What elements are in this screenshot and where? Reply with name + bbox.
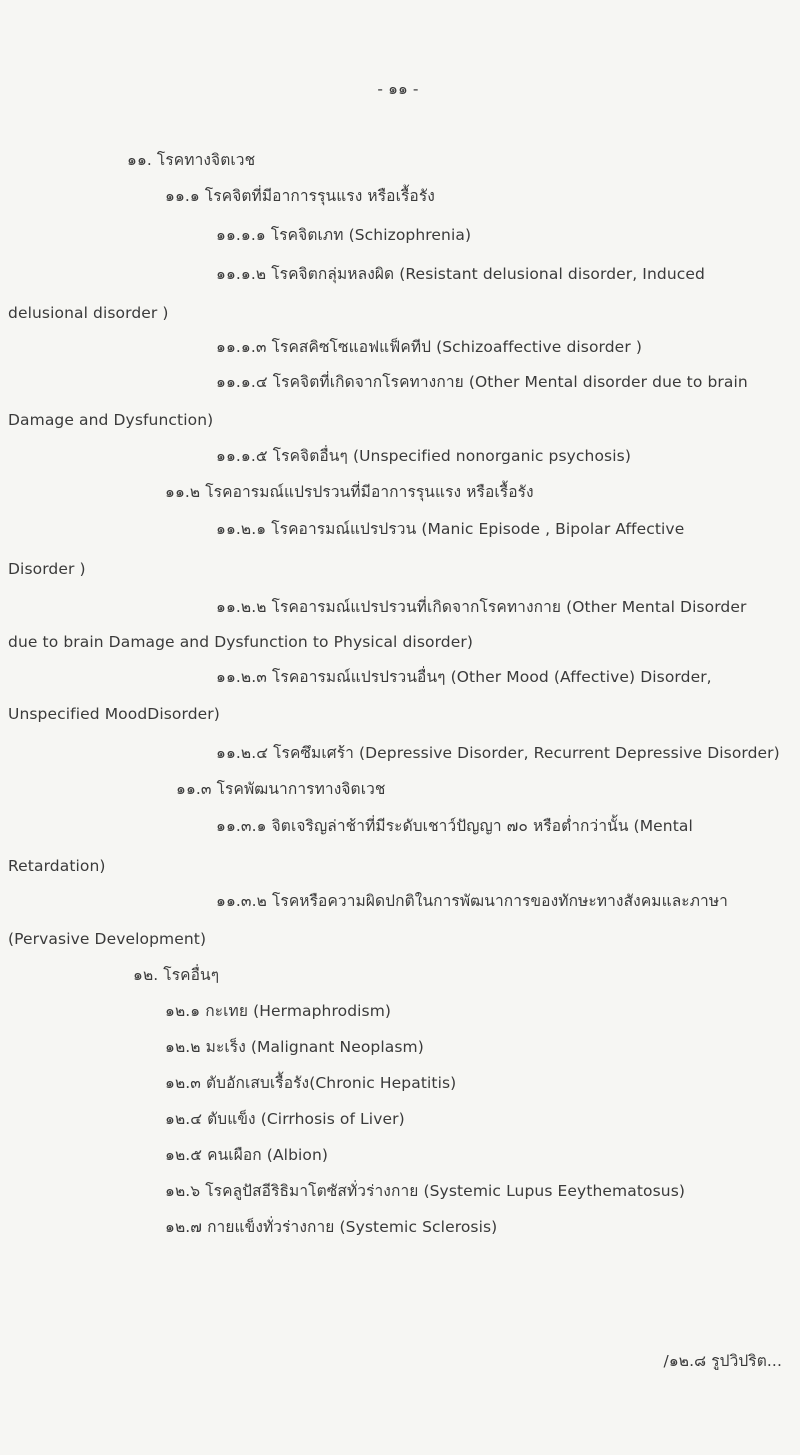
item-11-2-4: ๑๑.๒.๔ โรคซึมเศร้า (Depressive Disorder, Recurrent Depressive Disorder) — [216, 744, 780, 762]
item-12-5: ๑๒.๕ คนเผือก (Albion) — [165, 1146, 329, 1164]
item-12-1: ๑๒.๑ กะเทย (Hermaphrodism) — [165, 1002, 392, 1020]
page-number: - ๑๑ - — [377, 80, 419, 98]
item-11-3-2-continued: (Pervasive Development) — [8, 930, 207, 948]
item-11-1-2: ๑๑.๑.๒ โรคจิตกลุ่มหลงผิด (Resistant delusional disorder, Induced — [216, 265, 705, 283]
item-11-1-4: ๑๑.๑.๔ โรคจิตที่เกิดจากโรคทางกาย (Other Mental disorder due to brain — [216, 373, 748, 391]
section-12-heading: ๑๒. โรคอื่นๆ — [133, 966, 220, 984]
item-11-1-2-continued: delusional disorder ) — [8, 304, 169, 322]
item-12-6: ๑๒.๖ โรคลูปัสอีริธิมาโตซัสทั่วร่างกาย (Systemic Lupus Eeythematosus) — [165, 1182, 686, 1200]
item-12-3: ๑๒.๓ ตับอักเสบเรื้อรัง(Chronic Hepatitis) — [165, 1074, 457, 1092]
item-12-2: ๑๒.๒ มะเร็ง (Malignant Neoplasm) — [165, 1038, 424, 1056]
item-11-2-3-continued: Unspecified MoodDisorder) — [8, 705, 220, 723]
item-11-2-3: ๑๑.๒.๓ โรคอารมณ์แปรปรวนอื่นๆ (Other Mood (Affective) Disorder, — [216, 668, 712, 686]
item-11-1-5: ๑๑.๑.๕ โรคจิตอื่นๆ (Unspecified nonorganic psychosis) — [216, 447, 631, 465]
section-11-1-heading: ๑๑.๑ โรคจิตที่มีอาการรุนแรง หรือเรื้อรัง — [165, 187, 435, 205]
item-12-4: ๑๒.๔ ตับแข็ง (Cirrhosis of Liver) — [165, 1110, 405, 1128]
section-11-2-heading: ๑๑.๒ โรคอารมณ์แปรปรวนที่มีอาการรุนแรง หรือเรื้อรัง — [165, 483, 534, 501]
item-11-3-1: ๑๑.๓.๑ จิตเจริญล่าช้าที่มีระดับเชาว์ปัญญา ๗๐ หรือต่ำกว่านั้น (Mental — [216, 817, 693, 835]
item-11-1-3: ๑๑.๑.๓ โรคสคิซโซแอฟแฟ็คทีป (Schizoaffective disorder ) — [216, 338, 642, 356]
item-11-2-1-continued: Disorder ) — [8, 560, 86, 578]
item-11-3-2: ๑๑.๓.๒ โรคหรือความผิดปกติในการพัฒนาการของทักษะทางสังคมและภาษา — [216, 892, 728, 910]
item-12-7: ๑๒.๗ กายแข็งทั่วร่างกาย (Systemic Sclerosis) — [165, 1218, 498, 1236]
item-11-2-2: ๑๑.๒.๒ โรคอารมณ์แปรปรวนที่เกิดจากโรคทางกาย (Other Mental Disorder — [216, 598, 747, 616]
section-11-3-heading: ๑๑.๓ โรคพัฒนาการทางจิตเวช — [176, 780, 386, 798]
item-11-3-1-continued: Retardation) — [8, 857, 106, 875]
item-11-1-4-continued: Damage and Dysfunction) — [8, 411, 214, 429]
item-11-1-1: ๑๑.๑.๑ โรคจิตเภท (Schizophrenia) — [216, 226, 472, 244]
continuation-note: /๑๒.๘ รูปวิปริต... — [663, 1352, 782, 1370]
item-11-2-1: ๑๑.๒.๑ โรคอารมณ์แปรปรวน (Manic Episode , Bipolar Affective — [216, 520, 685, 538]
item-11-2-2-continued: due to brain Damage and Dysfunction to Physical disorder) — [8, 633, 473, 651]
section-11-heading: ๑๑. โรคทางจิตเวช — [127, 151, 256, 169]
